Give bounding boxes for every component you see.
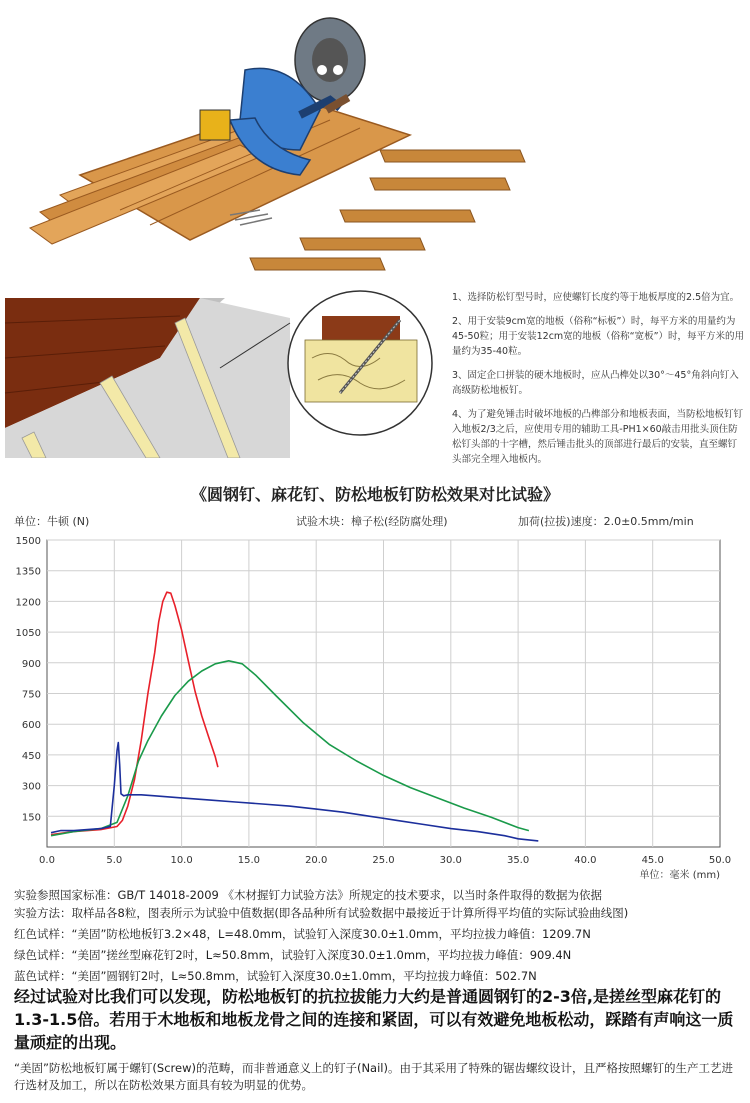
footnote-text: “美固”防松地板钉属于螺钉(Screw)的范畴，而非普通意义上的钉子(Nail)。由于其采用了特殊的锯齿螺纹设计，且严格按照螺钉的生产工艺进行选材及加工，所以在防松效果方面具有较为明显的优势。 [14, 1061, 733, 1092]
load-speed-label: 加荷(拉拔)速度：2.0±0.5mm/min [518, 515, 694, 528]
x-tick-label: 5.0 [106, 855, 123, 866]
y-tick-label: 600 [21, 720, 41, 732]
instruction-step-3: 3、固定企口拼装的硬木地板时，应从凸榫处以30°～45°角斜向钉入高级防松地板钉。 [452, 370, 739, 396]
chart-title: 《圆钢钉、麻花钉、防松地板钉防松效果对比试验》 [190, 485, 559, 504]
test-wood-label: 试验木块：樟子松(经防腐处理) [296, 515, 448, 528]
installation-instructions [452, 290, 744, 476]
conclusion-text: 经过试验对比我们可以发现，防松地板钉的抗拉拔能力大约是普通圆钢钉的2-3倍,是搓丝型麻花钉的1.3-1.5倍。若用于木地板和地板龙骨之间的连接和紧固，可以有效避免地板松动，踩踏有声响这一质量顽症的出现。 [14, 987, 734, 1052]
y-tick-label: 1200 [15, 597, 41, 609]
y-tick-label: 750 [21, 689, 41, 701]
x-tick-label: 20.0 [305, 855, 328, 866]
nail-detail-illustration [0, 288, 450, 458]
y-tick-label: 300 [21, 781, 41, 793]
x-tick-label: 15.0 [237, 855, 261, 866]
standard-note: 实验参照国家标准：GB/T 14018-2009 《木材握钉力试验方法》所规定的技术要求，以当时条件取得的数据为依据 [14, 888, 603, 902]
blue-sample-note: 蓝色试样：“美固”圆钢钉2吋，L≈50.8mm，试验钉入深度30.0±1.0mm，平均拉拔力峰值：502.7N [14, 969, 537, 983]
y-tick-label: 450 [21, 750, 41, 762]
y-tick-label: 1500 [15, 536, 41, 547]
instruction-step-2: 2、用于安装9cm宽的地板（俗称“标板”）时，每平方米的用量约为45-50粒；用于安装12cm宽的地板（俗称“宽板”）时，每平方米的用量约为35-40粒。 [452, 316, 745, 357]
y-tick-label: 150 [21, 812, 41, 824]
method-note: 实验方法：取样品各8粒，图表所示为试验中值数据(即各品种所有试验数据中最接近于计算所得平均值的实际试验曲线图) [14, 906, 629, 920]
x-tick-label: 0.0 [39, 855, 55, 866]
floor-installation-illustration [0, 0, 750, 285]
x-tick-label: 25.0 [372, 855, 395, 866]
y-unit-label: 单位：牛顿 (N) [14, 515, 90, 528]
y-tick-label: 1350 [15, 566, 41, 578]
pullout-force-chart [0, 510, 750, 885]
instruction-step-1: 1、选择防松钉型号时，应使螺钉长度约等于地板厚度的2.5倍为宜。 [452, 292, 740, 303]
x-tick-label: 10.0 [170, 855, 193, 866]
green-sample-note: 绿色试样：“美固”搓丝型麻花钉2吋，L≈50.8mm，试验钉入深度30.0±1.0mm，平均拉拔力峰值：909.4N [14, 948, 572, 962]
x-tick-label: 50.0 [708, 855, 732, 866]
x-unit-label: 单位：毫米 (mm) [639, 870, 720, 881]
red-sample-note: 红色试样：“美固”防松地板钉3.2×48，L=48.0mm，试验钉入深度30.0±1.0mm，平均拉拔力峰值：1209.7N [14, 927, 591, 941]
x-tick-label: 35.0 [506, 855, 530, 866]
x-tick-label: 45.0 [641, 855, 664, 866]
x-tick-label: 30.0 [439, 855, 462, 866]
y-tick-label: 1050 [15, 628, 41, 640]
x-tick-label: 40.0 [574, 855, 597, 866]
y-tick-label: 900 [21, 658, 41, 670]
instruction-step-4: 4、为了避免锤击时破坏地板的凸榫部分和地板表面，当防松地板钉钉入地板2/3之后，应使用专用的辅助工具-PH1×60敲击用批头顶住防松钉头部的十字槽，然后锤击批头的顶部进行最后的安装，直至螺钉头部完全埋入地板内。 [452, 409, 744, 465]
